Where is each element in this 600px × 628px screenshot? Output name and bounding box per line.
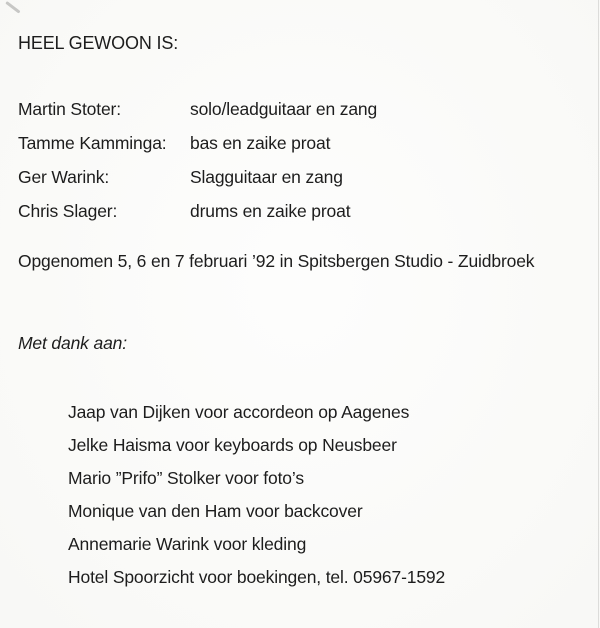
credit-member-role: bas en zaike proat	[190, 133, 331, 153]
recording-note: Opgenomen 5, 6 en 7 februari ’92 in Spitsbergen Studio - Zuidbroek	[18, 251, 535, 271]
credit-member-name: Ger Warink:	[18, 167, 110, 187]
credit-member-name: Chris Slager:	[18, 201, 118, 221]
credit-member-name: Tamme Kamminga:	[18, 133, 167, 153]
band-credits-list	[18, 92, 590, 228]
credit-row	[18, 92, 590, 126]
credit-member-role: solo/leadguitaar en zang	[190, 99, 378, 119]
scan-edge-line	[598, 0, 599, 628]
credit-member-role: drums en zaike proat	[190, 201, 351, 221]
credit-member-name: Martin Stoter:	[18, 99, 121, 119]
thanks-item: Hotel Spoorzicht voor boekingen, tel. 05967-1592	[68, 567, 446, 587]
page-title: HEEL GEWOON IS:	[18, 33, 179, 53]
credit-member-role: Slagguitaar en zang	[190, 167, 343, 187]
thanks-item: Jaap van Dijken voor accordeon op Aagenes	[68, 402, 410, 422]
credit-row	[18, 194, 590, 228]
scan-artifact-mark	[5, 1, 20, 13]
credit-row	[18, 160, 590, 194]
credit-row	[18, 126, 590, 160]
thanks-heading: Met dank aan:	[18, 333, 127, 353]
thanks-list	[68, 396, 445, 594]
thanks-item: Annemarie Warink voor kleding	[68, 534, 307, 554]
thanks-item: Monique van den Ham voor backcover	[68, 501, 363, 521]
thanks-item: Jelke Haisma voor keyboards op Neusbeer	[68, 435, 397, 455]
thanks-item: Mario ”Prifo” Stolker voor foto’s	[68, 468, 304, 488]
